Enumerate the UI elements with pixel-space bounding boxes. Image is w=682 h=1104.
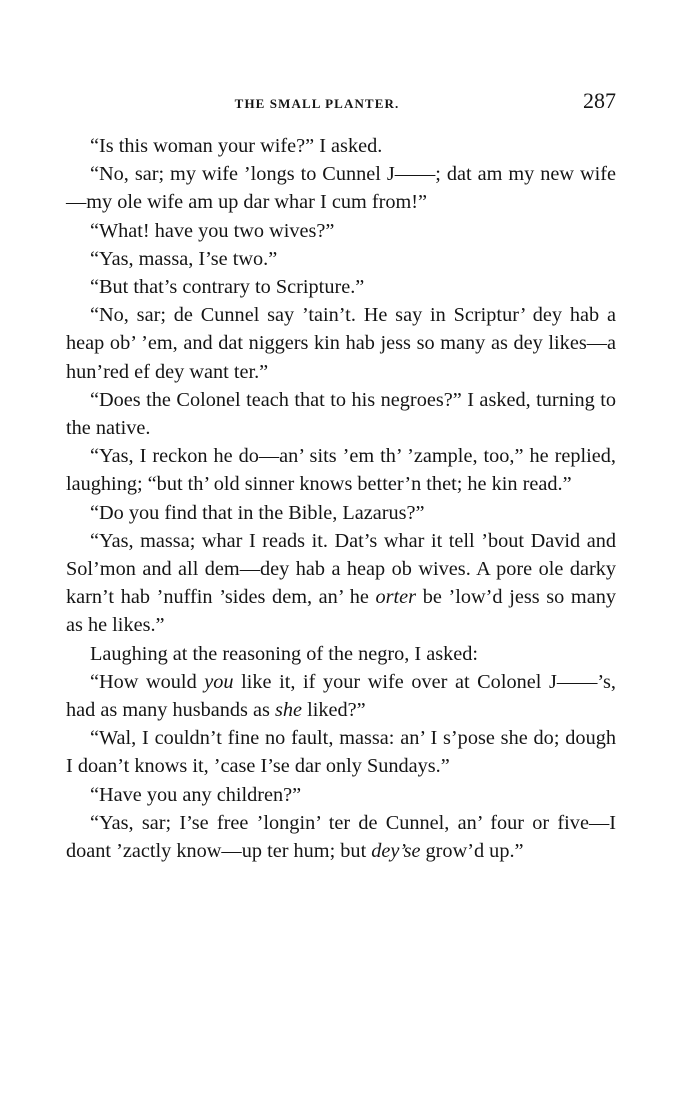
paragraph-15 xyxy=(66,809,616,865)
paragraph-4: “Yas, massa, I’se two.” xyxy=(90,247,278,270)
paragraph-12-text-a: “How would xyxy=(90,670,205,693)
paragraph-10-italic: orter xyxy=(375,586,417,609)
paragraph-1: “Is this woman your wife?” I asked. xyxy=(90,135,383,157)
paragraph-12 xyxy=(66,668,616,724)
body-text xyxy=(66,132,616,865)
paragraph-14: “Have you any children?” xyxy=(90,783,302,806)
paragraph-10 xyxy=(66,527,616,640)
paragraph-11: Laughing at the reasoning of the negro, I asked: xyxy=(90,642,479,665)
paragraph-5: “But that’s contrary to Scripture.” xyxy=(90,276,365,299)
paragraph-13: “Wal, I couldn’t fine no fault, massa: an’ I s’pose she do; dough I doan’t knows it, ’case I’se dar only Sundays.” xyxy=(66,727,616,778)
page-header xyxy=(66,88,616,124)
paragraph-12-text-c: liked?” xyxy=(302,699,366,722)
paragraph-6: “No, sar; de Cunnel say ’tain’t. He say in Scriptur’ dey hab a heap ob’ ’em, and dat niggers kin hab jess so many as dey likes—a hun’red ef dey want ter.” xyxy=(66,304,616,383)
page-number: 287 xyxy=(583,88,616,113)
paragraph-12-italic-a: you xyxy=(204,670,234,693)
paragraph-15-text-a: “Yas, sar; I’se free ’longin’ ter de Cunnel, an’ four or five—I doant ’zactly know—up ter hum; but xyxy=(66,811,616,863)
paragraph-9: “Do you find that in the Bible, Lazarus?” xyxy=(90,501,425,524)
paragraph-2: “No, sar; my wife ’longs to Cunnel J——; dat am my new wife—my ole wife am up dar whar I cum from!” xyxy=(66,163,616,214)
paragraph-8: “Yas, I reckon he do—an’ sits ’em th’ ’zample, too,” he replied, laughing; “but th’ old sinner knows better’n thet; he kin read.” xyxy=(66,445,616,496)
running-title: THE SMALL PLANTER. xyxy=(234,96,400,111)
paragraph-12-italic-b: she xyxy=(274,699,303,722)
paragraph-3: “What! have you two wives?” xyxy=(90,219,335,242)
paragraph-12-text-b: like it, if your wife over at Colonel J——’s, had as many husbands as xyxy=(66,670,616,722)
paragraph-10-text-b: be ’low’d jess so many as he likes.” xyxy=(66,586,616,637)
paragraph-15-italic: dey’se xyxy=(371,840,421,863)
paragraph-7: “Does the Colonel teach that to his negroes?” I asked, turning to the native. xyxy=(66,388,616,440)
paragraph-15-text-b: grow’d up.” xyxy=(420,840,524,863)
paragraph-10-text-a: “Yas, massa; whar I reads it. Dat’s whar it tell ’bout David and Sol’mon and all dem—dey hab a heap ob wives. A pore ole darky karn’t hab ’nuffin ’sides dem, an’ he xyxy=(66,529,616,609)
book-page xyxy=(66,88,616,865)
